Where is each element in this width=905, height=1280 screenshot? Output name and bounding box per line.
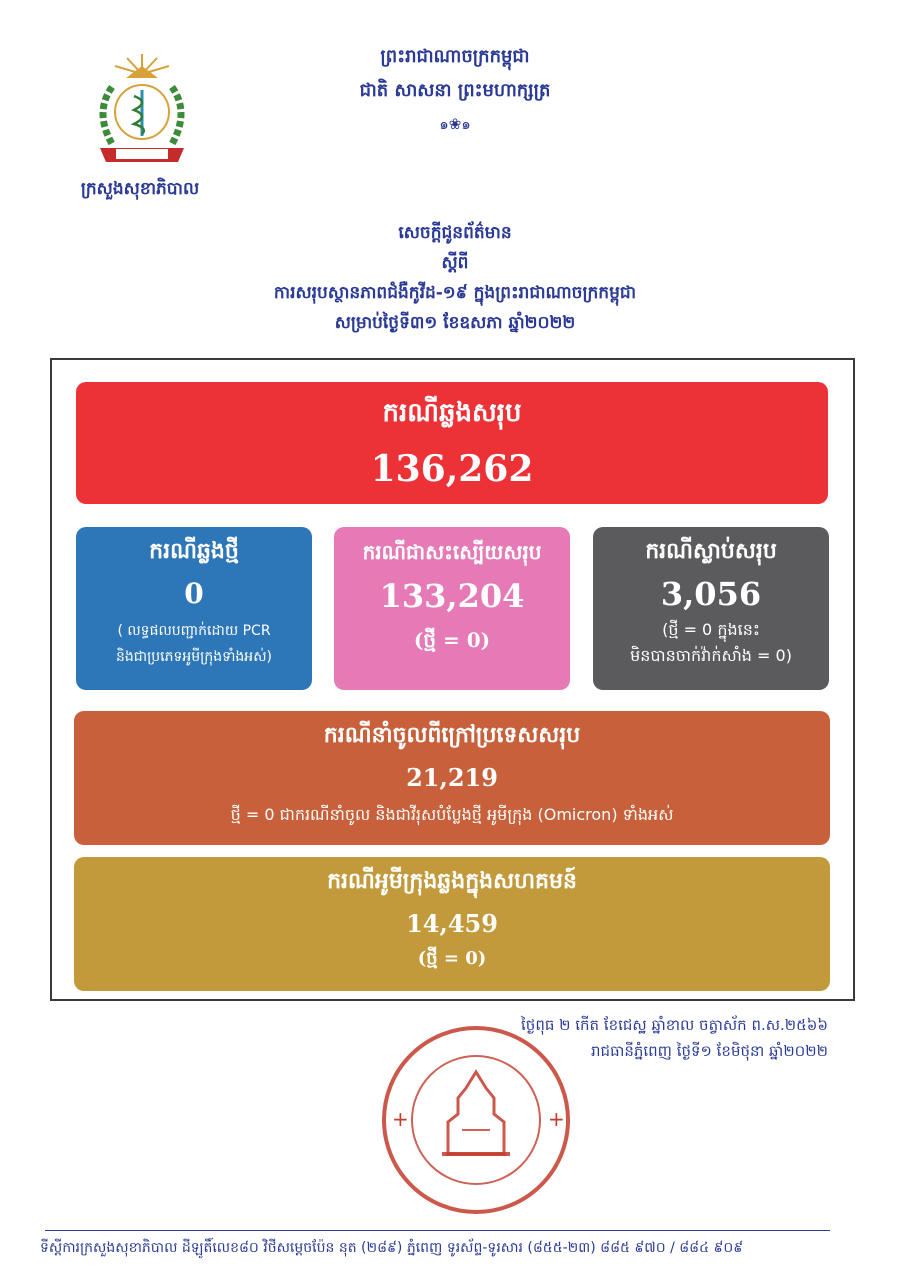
ministry-logo-icon xyxy=(82,52,202,170)
solar-date: រាជធានីភ្នំពេញ ថ្ងៃទី១ ខែមិថុនា ឆ្នាំ២០២២ xyxy=(591,1042,828,1060)
notice-subject: ការសរុបស្ថានភាពជំងឺកូវីដ-១៩ ក្នុងព្រះរាជាណាចក្រកម្ពុជា xyxy=(273,283,637,303)
svg-text:+: + xyxy=(392,1107,409,1131)
total-cases-value: 136,262 xyxy=(370,448,534,490)
recovered-note: (ថ្មី = 0) xyxy=(413,628,491,652)
imported-cases-note: ថ្មី = 0 ជាករណីនាំចូល និងជាវីរុសបំប្លែងថ្មី អូមីក្រុង (Omicron) ទាំងអស់ xyxy=(230,805,674,824)
footer-divider xyxy=(45,1230,830,1231)
national-motto: ជាតិ សាសនា ព្រះមហាក្សត្រ xyxy=(359,80,551,101)
deaths-note-2: មិនបានចាក់វ៉ាក់សាំង = 0) xyxy=(630,646,792,665)
notice-subject-label: ស្តីពី xyxy=(441,253,469,273)
deaths-label: ករណីស្លាប់សរុប xyxy=(645,539,777,564)
footer-address: ទីស្តីការក្រសួងសុខាភិបាល ដីឡូតិ៍លេខ៨០ វិថីសម្តេចប៉ែន នុត (២៨៩) ភ្នំពេញ ទូរស័ព្ទ-ទូរសារ (៨៥៥-២៣) ៨៨៥ ៩៧០ / ៨៨៤ ៩០៩ xyxy=(40,1240,744,1256)
deaths-card xyxy=(593,527,829,690)
total-cases-label: ករណីឆ្លងសរុប xyxy=(382,398,522,428)
total-cases-card xyxy=(76,382,828,504)
official-seal-icon xyxy=(378,1022,574,1218)
svg-text:+: + xyxy=(548,1107,565,1131)
recovered-label: ករណីជាសះស្បើយសរុប xyxy=(362,540,542,564)
ornament-divider: ๑❀๑ xyxy=(439,115,471,133)
omicron-community-label: ករណីអូមីក្រុងឆ្លងក្នុងសហគមន៍ xyxy=(327,869,577,894)
lunar-date: ថ្ងៃពុធ ២ កើត ខែជេស្ឋ ឆ្នាំខាល ចត្វាស័ក ព.ស.២៥៦៦ xyxy=(521,1016,828,1034)
omicron-community-card xyxy=(74,857,830,991)
deaths-note-1: (ថ្មី = 0 ក្នុងនេះ xyxy=(662,620,760,639)
recovered-card xyxy=(334,527,570,690)
new-cases-value: 0 xyxy=(184,577,204,610)
omicron-community-note: (ថ្មី = 0) xyxy=(417,948,487,969)
new-cases-note-2: និងជាប្រភេទអូមីក្រុងទាំងអស់) xyxy=(116,649,272,665)
new-cases-note-1: ( លទ្ធផលបញ្ជាក់ដោយ PCR xyxy=(117,623,271,639)
imported-cases-label: ករណីនាំចូលពីក្រៅប្រទេសសរុប xyxy=(323,723,581,748)
kingdom-heading: ព្រះរាជាណាចក្រកម្ពុជា xyxy=(380,46,530,67)
notice-date: សម្រាប់ថ្ងៃទី៣១ ខែឧសភា ឆ្នាំ២០២២ xyxy=(334,313,576,333)
recovered-value: 133,204 xyxy=(379,577,525,615)
notice-title: សេចក្តីជូនព័ត៌មាន xyxy=(398,223,512,243)
new-cases-card xyxy=(76,527,312,690)
deaths-value: 3,056 xyxy=(660,575,762,613)
imported-cases-card xyxy=(74,711,830,845)
new-cases-label: ករណីឆ្លងថ្មី xyxy=(149,539,239,564)
ministry-name: ក្រសួងសុខាភិបាល xyxy=(80,179,200,199)
imported-cases-value: 21,219 xyxy=(406,763,498,792)
omicron-community-value: 14,459 xyxy=(406,909,498,938)
